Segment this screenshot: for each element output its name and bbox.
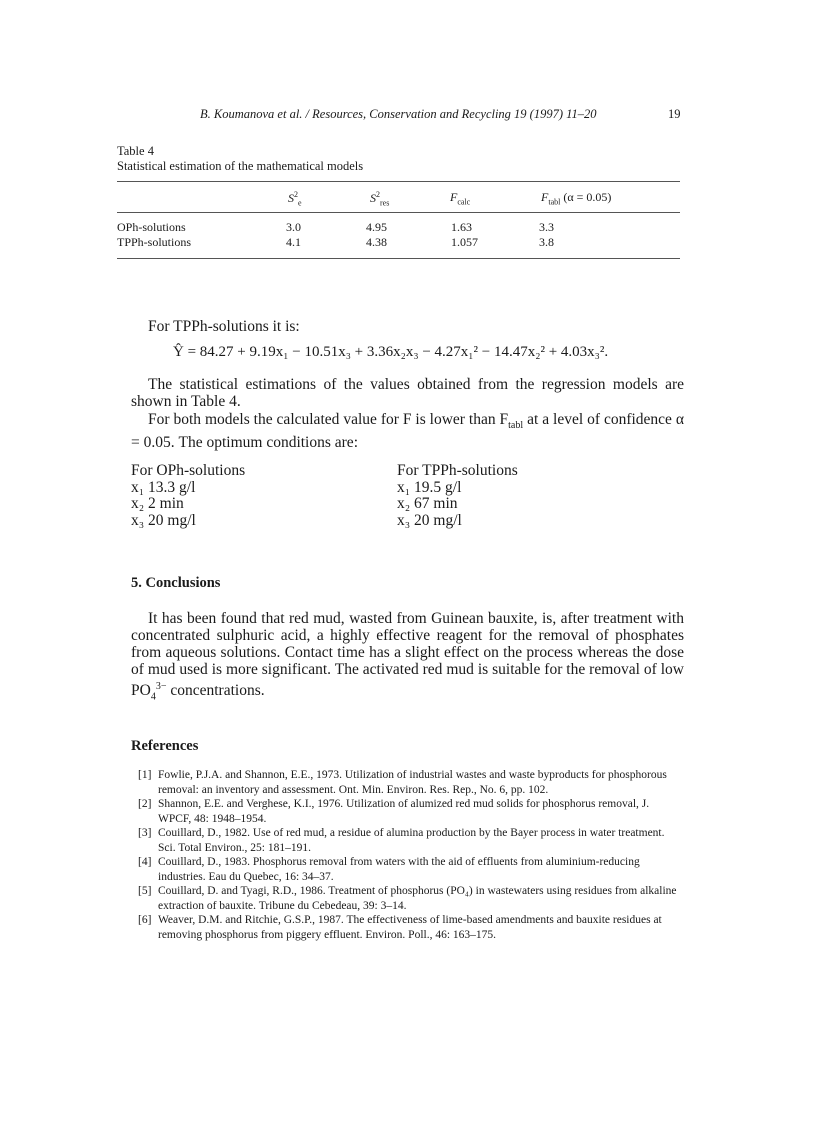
table-cell: 3.3 <box>539 220 554 234</box>
table-cell: 3.8 <box>539 235 554 249</box>
reference-item: [5] Couillard, D. and Tyagi, R.D., 1986. Treatment of phosphorus (PO₄) in wastewaters using residues from alkaline extraction of bauxite. Tribune du Cebedeau, 39: 3–14. <box>138 885 677 912</box>
conditions-oph <box>131 463 245 529</box>
condition-item: x₃ 20 mg/l <box>397 511 462 529</box>
table-cell: 4.95 <box>366 220 387 234</box>
table-header-se2: $S^2_e$ <box>288 190 302 208</box>
regression-equation: Ŷ = 84.27 + 9.19x₁ − 10.51x₃ + 3.36x₂x₃ − 4.27x₁² − 14.47x₂² + 4.03x₃². <box>173 344 609 360</box>
table-header-ftabl: $F_{tabl}$ (α = 0.05) <box>541 190 612 207</box>
references-heading: References <box>131 738 199 754</box>
table-label: Table 4 <box>117 144 154 158</box>
reference-item: [4] Couillard, D., 1983. Phosphorus removal from waters with the aid of effluents from aluminium-reducing industries. Eau du Quebec, 16: 34–37. <box>138 856 640 883</box>
conditions-title: For TPPh-solutions <box>397 462 518 479</box>
condition-item: x₁ 13.3 g/l <box>131 478 196 496</box>
reference-item: [6] Weaver, D.M. and Ritchie, G.S.P., 1987. The effectiveness of lime-based amendments and bauxite residues at removing phosphorus from piggery effluent. Environ. Poll., 46: 163–175. <box>138 914 662 941</box>
table-header-sres2: $S^2_{res}$ <box>370 190 390 208</box>
paragraph-table-ref: The statistical estimations of the values obtained from the regression models are shown in Table 4. <box>131 376 684 410</box>
table-caption: Statistical estimation of the mathematical models <box>117 159 364 173</box>
condition-item: x₃ 20 mg/l <box>131 511 196 529</box>
page-number: 19 <box>668 107 681 121</box>
conditions-title: For OPh-solutions <box>131 462 246 479</box>
reference-item: [2] Shannon, E.E. and Verghese, K.I., 1976. Utilization of alumized red mud solids for phosphorus removal, J. WPCF, 48: 1948–1954. <box>138 798 650 825</box>
running-head: B. Koumanova et al. / Resources, Conservation and Recycling 19 (1997) 11–20 <box>200 107 597 121</box>
table-cell: 3.0 <box>286 220 301 234</box>
table-top-rule <box>117 181 680 182</box>
conclusions-heading: 5. Conclusions <box>131 575 221 591</box>
intro-text: For TPPh-solutions it is: <box>148 318 300 335</box>
table-cell: 1.63 <box>451 220 472 234</box>
table-cell: 4.38 <box>366 235 387 249</box>
paragraph-confidence: For both models the calculated value for F is lower than $F_{tabl}$ at a level of confidence α = 0.05. The optimum conditions are: <box>131 411 684 452</box>
condition-item: x₁ 19.5 g/l <box>397 478 462 496</box>
condition-item: x₂ 67 min <box>397 495 458 512</box>
reference-item: [3] Couillard, D., 1982. Use of red mud, a residue of alumina production by the Bayer process in water treatment. Sci. Total Environ., 25: 181–191. <box>138 827 665 854</box>
reference-item: [1] Fowlie, P.J.A. and Shannon, E.E., 1973. Utilization of industrial wastes and waste byproducts for phosphorous removal: an inventory and assessment. Ont. Min. Environ. Res. Rep., No. 6, pp. 102. <box>138 769 667 796</box>
table-header-fcalc: $F_{calc}$ <box>450 190 471 207</box>
reference-list <box>138 768 683 942</box>
table-cell: 1.057 <box>451 235 478 249</box>
table-row-label: TPPh-solutions <box>117 235 192 249</box>
table-bottom-rule <box>117 258 680 259</box>
conditions-tpph <box>397 463 518 529</box>
conclusions-body: It has been found that red mud, wasted from Guinean bauxite, is, after treatment with concentrated sulphuric acid, a highly effective reagent for the removal of phosphates from aqueous solutions. Contact time has a slight effect on the process whereas the dose of mud used is more significant. The activated red mud is suitable for the removal of low $PO_4^{3-}$ concentrations. <box>131 610 684 703</box>
condition-item: x₂ 2 min <box>131 495 184 512</box>
table-cell: 4.1 <box>286 235 301 249</box>
table-mid-rule <box>117 212 680 213</box>
table-row-label: OPh-solutions <box>117 220 186 234</box>
